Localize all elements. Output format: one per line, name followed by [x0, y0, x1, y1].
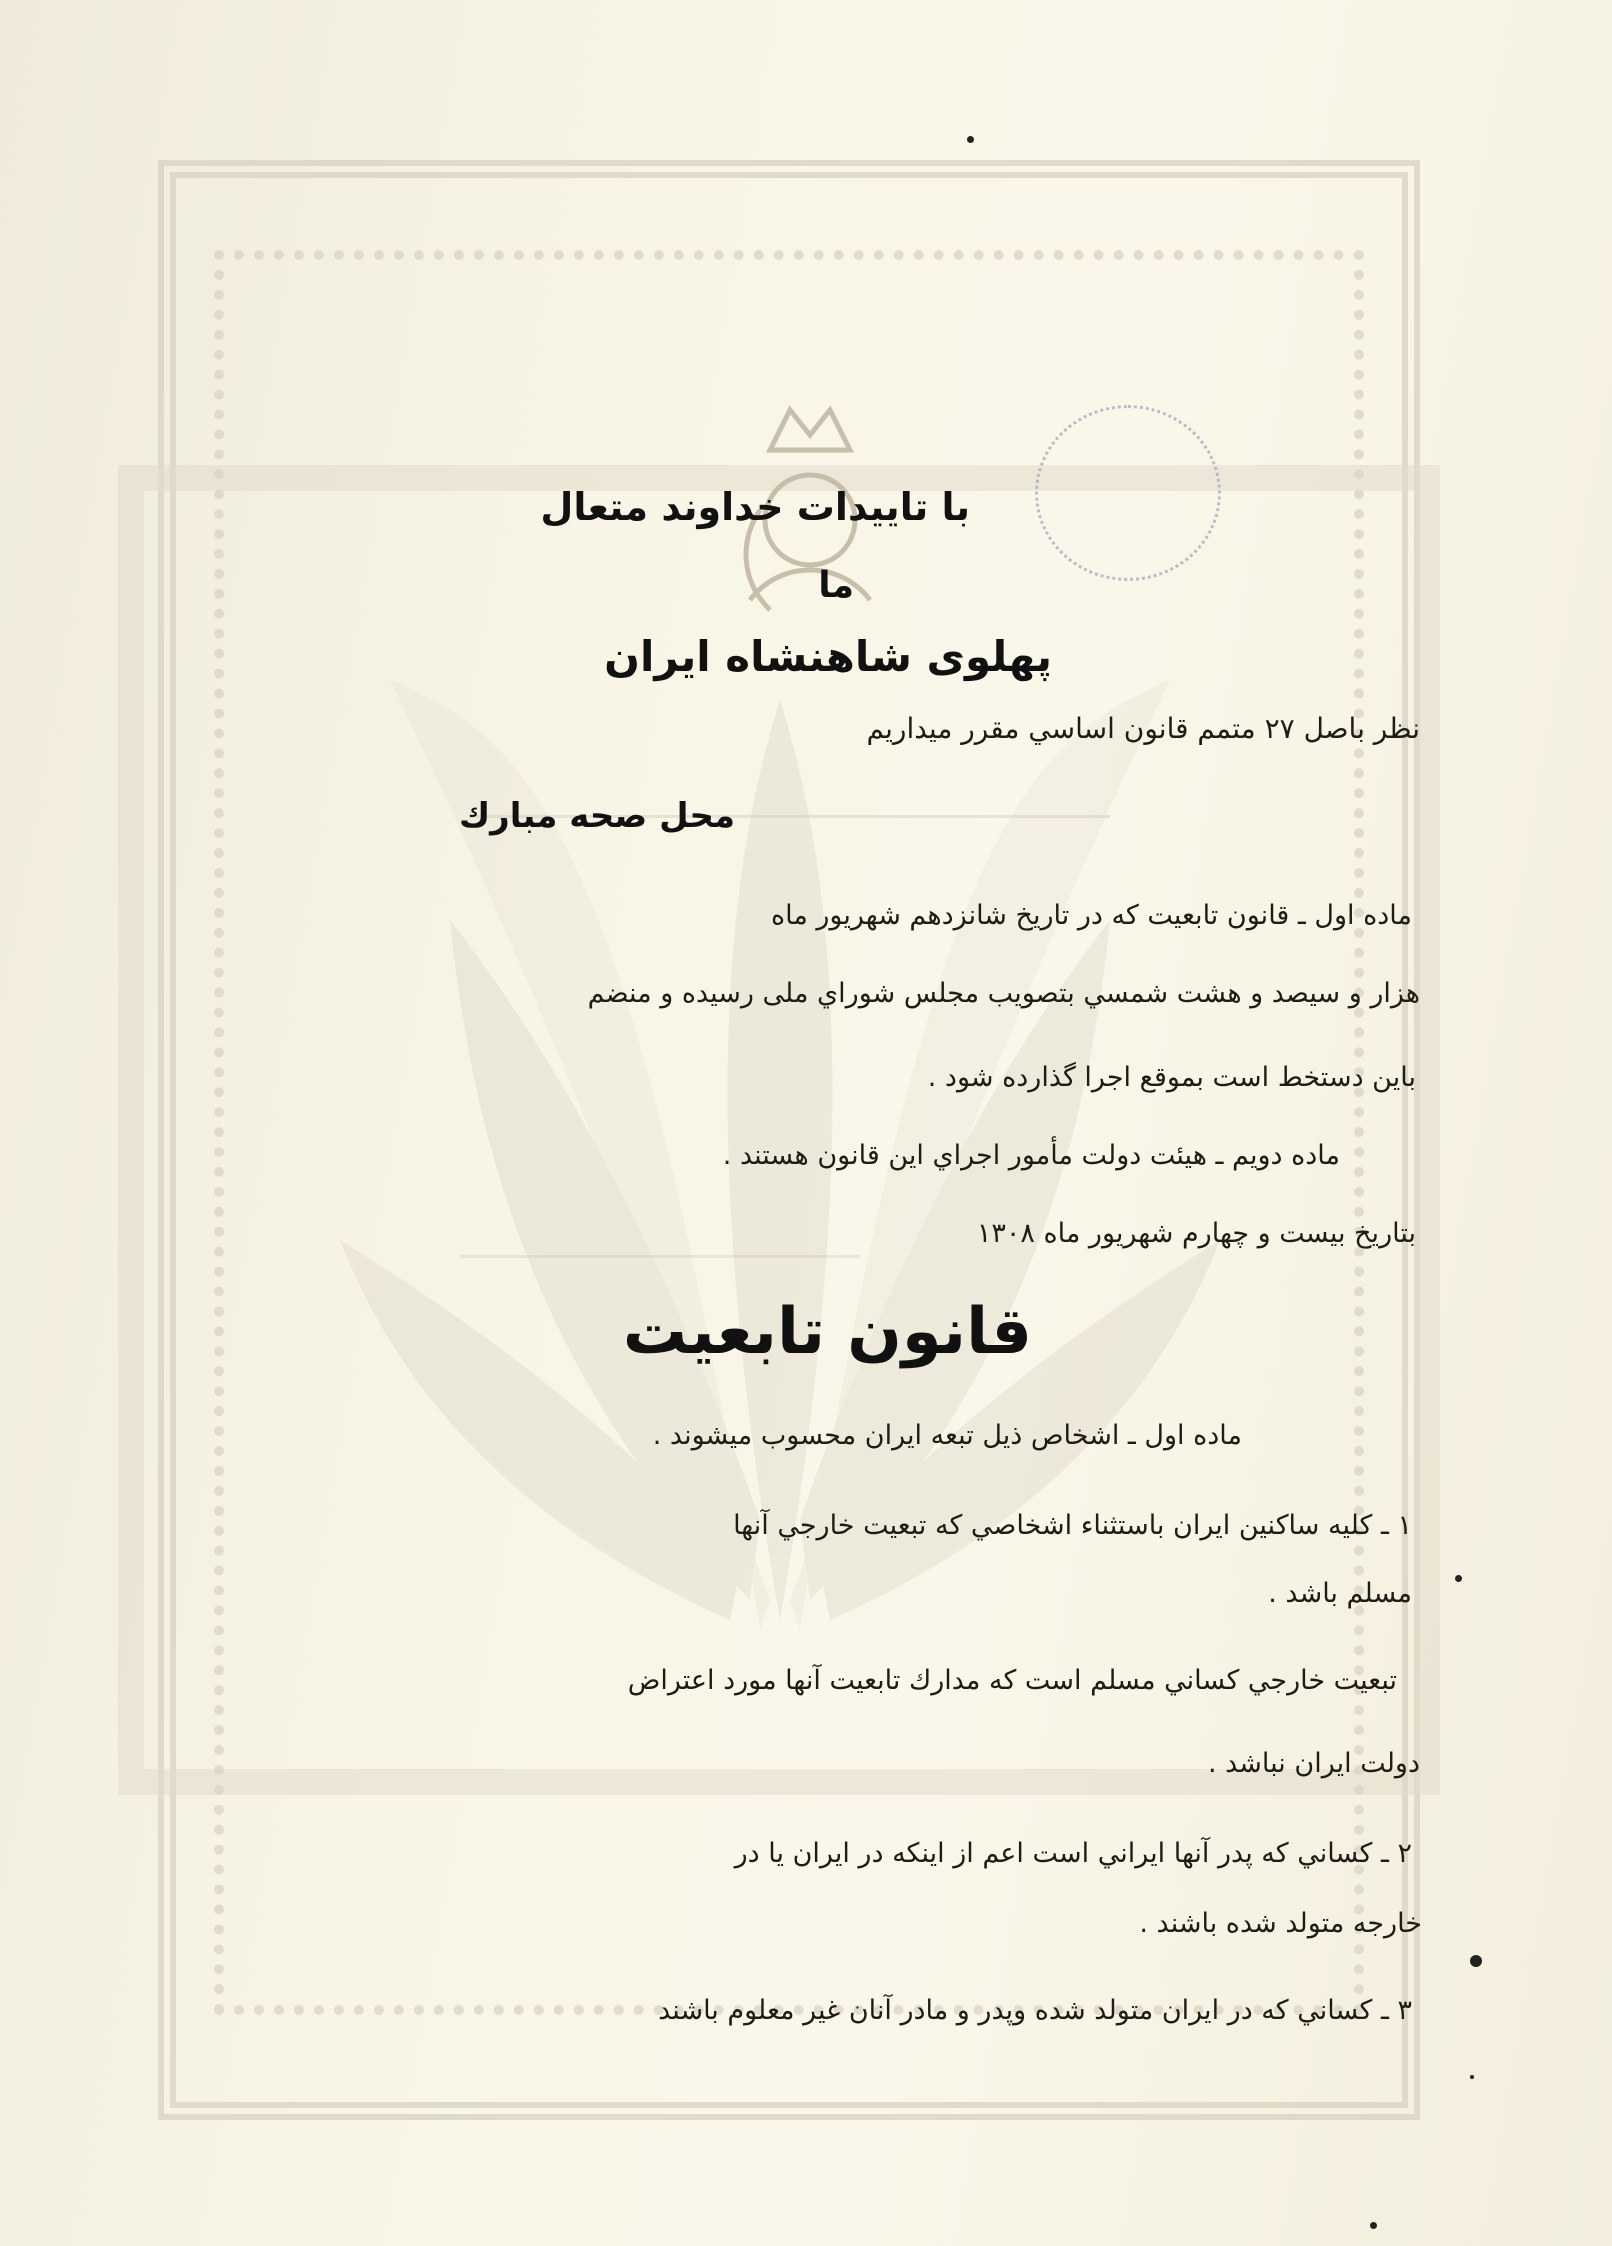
ink-speck	[1455, 1575, 1462, 1582]
law-item1-note-line1: تبعيت خارجي كساني مسلم است كه مدارك تابعيت آنها مورد اعتراض	[627, 1665, 1397, 1696]
ink-speck	[1470, 2075, 1474, 2079]
invocation-heading: با تاييدات خداوند متعال	[540, 485, 970, 529]
law-item1-note-line2: دولت ايران نباشد .	[1207, 1748, 1420, 1779]
we-heading: ما	[818, 565, 854, 606]
decree-article1-line2: هزار و سيصد و هشت شمسي بتصويب مجلس شوراي ملی رسيده و منضم	[587, 978, 1420, 1009]
law-item2-line2: خارجه متولد شده باشند .	[1139, 1908, 1422, 1939]
law-item1-line1: ۱ ـ كليه ساكنين ايران باستثناء اشخاصي كه تبعيت خارجي آنها	[733, 1510, 1412, 1541]
law-title: قانون تابعيت	[622, 1295, 1032, 1369]
decree-article1-line1: ماده اول ـ قانون تابعيت كه در تاريخ شانزدهم شهريور ماه	[770, 900, 1412, 931]
decree-article1-line3: باين دستخط است بموقع اجرا گذارده شود .	[927, 1062, 1416, 1093]
law-item2-line1: ۲ ـ كساني كه پدر آنها ايراني است اعم از اينكه در ايران يا در	[734, 1838, 1412, 1869]
ink-speck	[967, 136, 974, 143]
law-item3: ۳ ـ كساني كه در ايران متولد شده وپدر و مادر آنان غير معلوم باشند	[658, 1995, 1412, 2026]
seal-place-label: محل صحه مبارك	[459, 796, 735, 836]
ink-speck	[1370, 2222, 1377, 2229]
ink-speck	[1470, 1955, 1482, 1967]
law-item1-line2: مسلم باشد .	[1268, 1578, 1412, 1609]
law-article1-intro: ماده اول ـ اشخاص ذيل تبعه ايران محسوب ميشوند .	[652, 1420, 1242, 1451]
sovereign-heading: پهلوی شاهنشاه ايران	[604, 632, 1052, 681]
faint-stamp-text-2	[460, 1205, 860, 1258]
decree-article2: ماده دويم ـ هيئت دولت مأمور اجراي اين قانون هستند .	[722, 1140, 1340, 1171]
postage-seal-stamp	[1035, 405, 1221, 581]
preamble-line: نظر باصل ۲۷ متمم قانون اساسي مقرر ميداريم	[866, 712, 1420, 745]
decree-date: بتاريخ بيست و چهارم شهريور ماه ۱۳۰۸	[976, 1218, 1416, 1249]
